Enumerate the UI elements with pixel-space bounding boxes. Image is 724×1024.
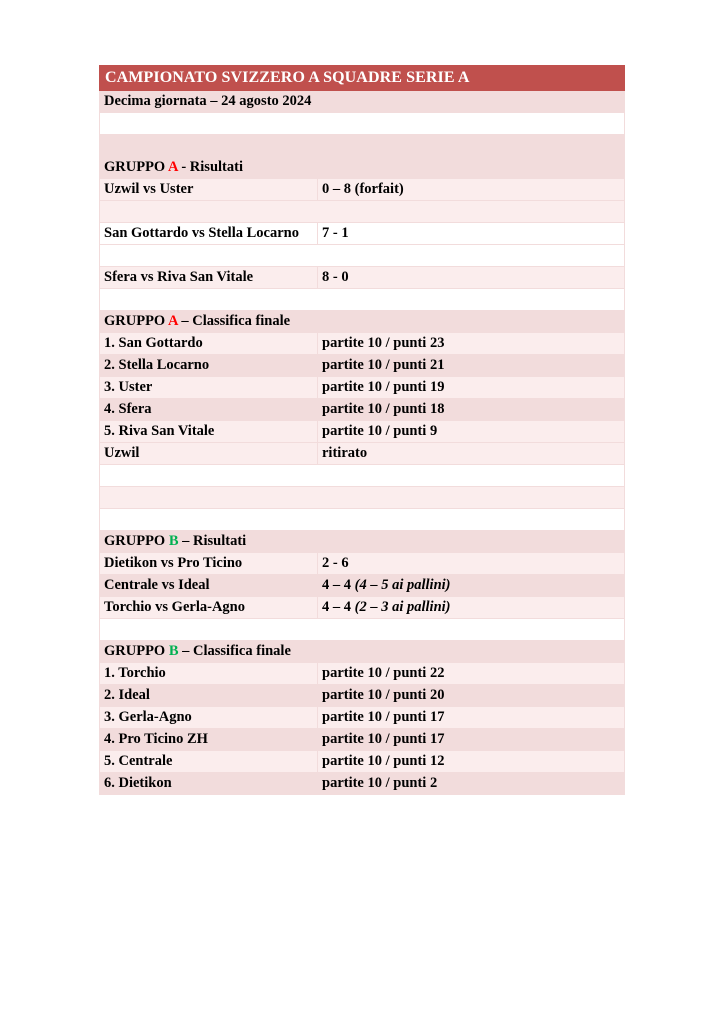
result-match: San Gottardo vs Stella Locarno (100, 223, 318, 245)
result-match: Uzwil vs Uster (100, 179, 318, 201)
table-row-spacer (100, 113, 625, 135)
group-b-standings-heading (100, 641, 625, 663)
table-row-spacer (100, 135, 625, 157)
group-a-results-heading (100, 157, 625, 179)
standing-team: 6. Dietikon (100, 773, 318, 795)
result-score-cell (318, 575, 625, 597)
result-match: Centrale vs Ideal (100, 575, 318, 597)
table-row-result (100, 575, 625, 597)
table-row-standing (100, 663, 625, 685)
withdrawn-status: ritirato (318, 443, 625, 465)
standing-team: 3. Gerla-Agno (100, 707, 318, 729)
spacer-cell (100, 509, 625, 531)
table-row-spacer (100, 465, 625, 487)
document-subtitle: Decima giornata – 24 agosto 2024 (100, 91, 625, 113)
table-row-subtitle (100, 91, 625, 113)
standing-team: 3. Uster (100, 377, 318, 399)
standing-team: 5. Riva San Vitale (100, 421, 318, 443)
table-row-group-b-standings-heading (100, 641, 625, 663)
heading-prefix: GRUPPO (104, 532, 169, 549)
standing-detail: partite 10 / punti 20 (318, 685, 625, 707)
group-letter-a: A (168, 312, 178, 329)
table-row-standing (100, 773, 625, 795)
group-a-standings-heading (100, 311, 625, 333)
standing-detail: partite 10 / punti 23 (318, 333, 625, 355)
table-row-result (100, 267, 625, 289)
standing-detail: partite 10 / punti 2 (318, 773, 625, 795)
document-title: CAMPIONATO SVIZZERO A SQUADRE SERIE A (100, 66, 625, 91)
standing-team: 1. San Gottardo (100, 333, 318, 355)
standing-detail: partite 10 / punti 17 (318, 729, 625, 751)
table-row-spacer (100, 245, 625, 267)
group-b-results-heading (100, 531, 625, 553)
table-row-result (100, 179, 625, 201)
standing-detail: partite 10 / punti 21 (318, 355, 625, 377)
heading-prefix: GRUPPO (104, 642, 169, 659)
result-match: Dietikon vs Pro Ticino (100, 553, 318, 575)
heading-prefix: GRUPPO (104, 312, 169, 329)
spacer-cell (100, 289, 625, 311)
result-score: 2 - 6 (322, 554, 349, 571)
table-row-standing (100, 421, 625, 443)
table-row-standing (100, 685, 625, 707)
table-row-result (100, 597, 625, 619)
table-row-result (100, 223, 625, 245)
championship-results-table (99, 65, 625, 795)
table-row-spacer (100, 289, 625, 311)
table-row-spacer (100, 201, 625, 223)
table-row-result (100, 553, 625, 575)
standing-detail: partite 10 / punti 17 (318, 707, 625, 729)
withdrawn-team: Uzwil (100, 443, 318, 465)
result-score: 8 - 0 (318, 267, 625, 289)
group-letter-a: A (168, 158, 178, 175)
table-row-group-a-results-heading (100, 157, 625, 179)
standing-team: 1. Torchio (100, 663, 318, 685)
spacer-cell (100, 619, 625, 641)
group-letter-b: B (168, 532, 179, 549)
heading-suffix: - Risultati (177, 158, 243, 175)
result-score-cell (318, 597, 625, 619)
standing-team: 2. Stella Locarno (100, 355, 318, 377)
heading-suffix: – Classifica finale (178, 642, 291, 659)
standing-detail: partite 10 / punti 18 (318, 399, 625, 421)
heading-suffix: – Classifica finale (177, 312, 291, 329)
table-row-spacer (100, 619, 625, 641)
result-note: (4 – 5 ai pallini) (354, 576, 451, 593)
result-note: (2 – 3 ai pallini) (354, 598, 451, 615)
standing-detail: partite 10 / punti 22 (318, 663, 625, 685)
standing-detail: partite 10 / punti 19 (318, 377, 625, 399)
table-row-group-b-results-heading (100, 531, 625, 553)
group-letter-b: B (168, 642, 179, 659)
standing-team: 2. Ideal (100, 685, 318, 707)
result-match: Sfera vs Riva San Vitale (100, 267, 318, 289)
table-row-withdrawn (100, 443, 625, 465)
standing-team: 4. Pro Ticino ZH (100, 729, 318, 751)
spacer-cell (100, 245, 625, 267)
table-row-standing (100, 751, 625, 773)
standing-team: 5. Centrale (100, 751, 318, 773)
result-score: 4 – 4 (322, 598, 355, 615)
standing-detail: partite 10 / punti 9 (318, 421, 625, 443)
spacer-cell (100, 201, 625, 223)
heading-prefix: GRUPPO (104, 158, 169, 175)
heading-suffix: – Risultati (178, 532, 247, 549)
table-row-title (100, 66, 625, 91)
spacer-cell (100, 113, 625, 135)
table-row-standing (100, 355, 625, 377)
spacer-cell (100, 465, 625, 487)
result-score: 0 – 8 (forfait) (318, 179, 625, 201)
table-row-standing (100, 729, 625, 751)
spacer-cell (100, 135, 625, 157)
result-score-cell (318, 553, 625, 575)
table-row-spacer (100, 487, 625, 509)
table-row-standing (100, 707, 625, 729)
result-match: Torchio vs Gerla-Agno (100, 597, 318, 619)
table-row-group-a-standings-heading (100, 311, 625, 333)
spacer-cell (100, 487, 625, 509)
standing-detail: partite 10 / punti 12 (318, 751, 625, 773)
table-row-spacer (100, 509, 625, 531)
standing-team: 4. Sfera (100, 399, 318, 421)
result-score: 7 - 1 (318, 223, 625, 245)
table-row-standing (100, 333, 625, 355)
result-score: 4 – 4 (322, 576, 355, 593)
table-row-standing (100, 399, 625, 421)
table-row-standing (100, 377, 625, 399)
